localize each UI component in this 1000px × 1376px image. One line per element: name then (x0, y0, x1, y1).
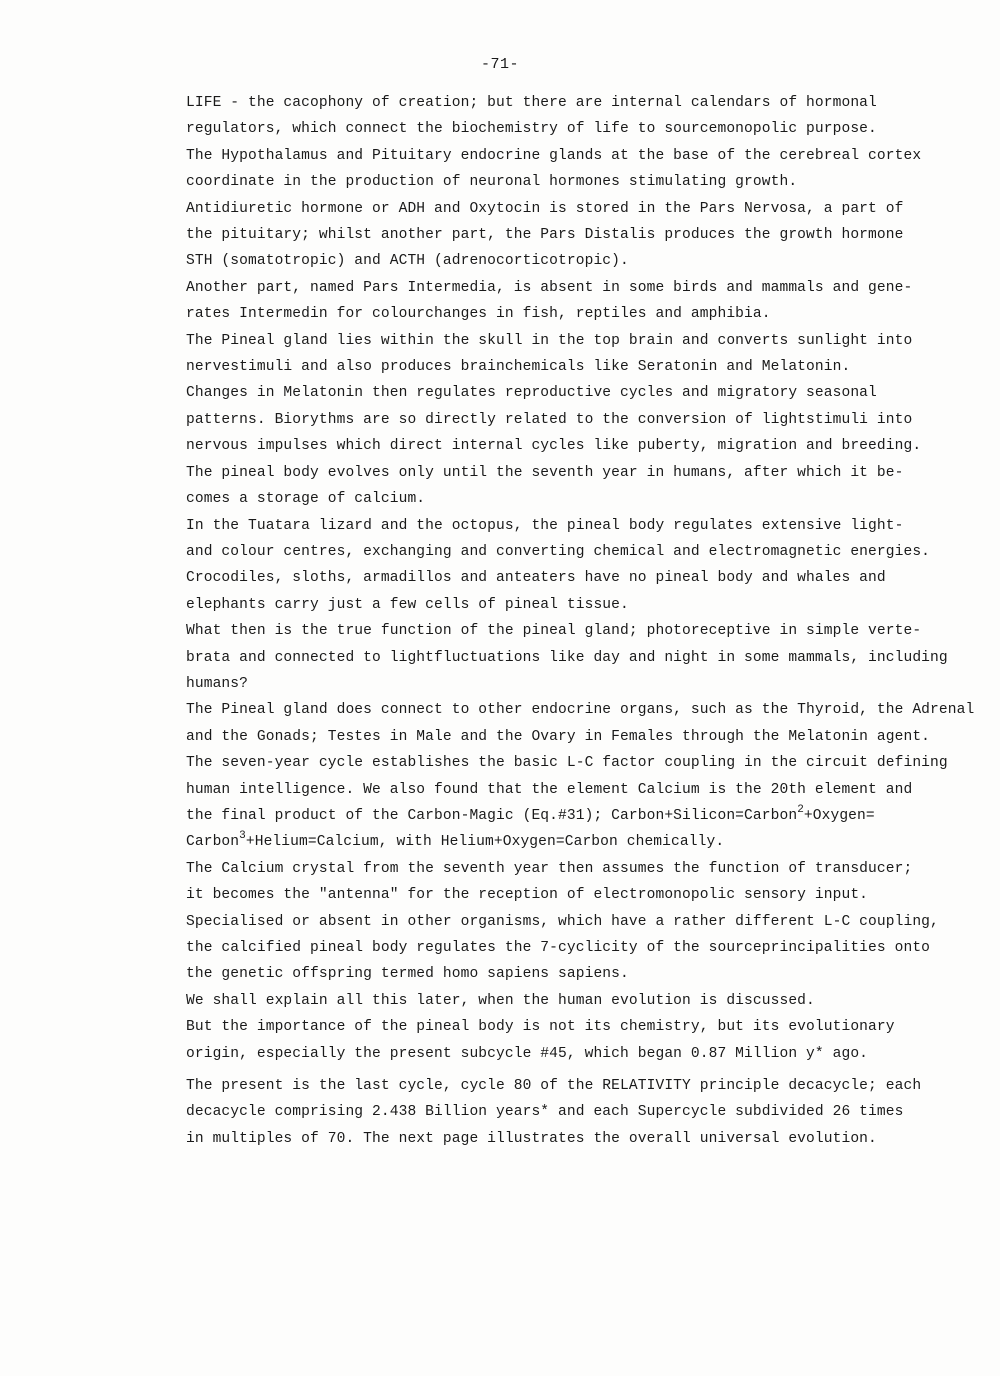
page-number: -71- (480, 56, 519, 73)
text-line: The Pineal gland lies within the skull in the top brain and converts sunlight into (186, 332, 913, 349)
text-line: Antidiuretic hormone or ADH and Oxytocin is stored in the Pars Nervosa, a part of (186, 200, 904, 217)
text-line: humans? (186, 675, 249, 692)
text-line: patterns. Biorythms are so directly related to the conversion of lightstimuli into (186, 411, 913, 428)
body-text (186, 90, 975, 1152)
equation-text: Carbon (186, 834, 240, 851)
text-line: coordinate in the production of neuronal hormones stimulating growth. (186, 174, 798, 191)
text-line: Specialised or absent in other organisms, which have a rather different L-C coupling, (186, 913, 939, 930)
text-line: The Calcium crystal from the seventh year then assumes the function of transducer; (186, 860, 913, 877)
text-line: Another part, named Pars Intermedia, is absent in some birds and mammals and gene- (186, 279, 913, 296)
text-line: STH (somatotropic) and ACTH (adrenocorticotropic). (186, 253, 629, 270)
text-line: it becomes the "antenna" for the reception of electromonopolic sensory input. (186, 887, 869, 904)
text-line: We shall explain all this later, when the human evolution is discussed. (186, 992, 815, 1009)
text-line: Changes in Melatonin then regulates reproductive cycles and migratory seasonal (186, 385, 877, 402)
text-line: regulators, which connect the biochemistry of life to sourcemonopolic purpose. (186, 121, 877, 138)
text-line: But the importance of the pineal body is not its chemistry, but its evolutionary (186, 1019, 895, 1036)
text-line: the calcified pineal body regulates the 7-cyclicity of the sourceprincipalities onto (186, 940, 931, 956)
text-line: nervestimuli and also produces brainchemicals like Seratonin and Melatonin. (186, 359, 851, 376)
text-line: The pineal body evolves only until the seventh year in humans, after which it be- (186, 464, 904, 481)
text-line: the pituitary; whilst another part, the Pars Distalis produces the growth hormone (186, 227, 904, 244)
text-line: rates Intermedin for colourchanges in fish, reptiles and amphibia. (186, 306, 771, 323)
text-line: comes a storage of calcium. (186, 491, 426, 508)
equation-text: +Oxygen= (803, 807, 875, 824)
text-line: Crocodiles, sloths, armadillos and anteaters have no pineal body and whales and (186, 570, 886, 587)
text-line: The present is the last cycle, cycle 80 of the RELATIVITY principle decacycle; each (186, 1078, 922, 1095)
text-line: In the Tuatara lizard and the octopus, the pineal body regulates extensive light- (186, 517, 904, 534)
equation-line (186, 803, 966, 829)
text-line: LIFE - the cacophony of creation; but there are internal calendars of hormonal (186, 95, 877, 111)
text-line: and the Gonads; Testes in Male and the Ovary in Females through the Melatonin agent. (186, 728, 931, 745)
text-line: brata and connected to lightfluctuations like day and night in some mammals, including (186, 649, 948, 666)
text-line: in multiples of 70. The next page illustrates the overall universal evolution. (186, 1130, 877, 1147)
equation-text: +Helium=Calcium, with Helium+Oxygen=Carbon chemically. (245, 834, 725, 851)
text-line: The Pineal gland does connect to other endocrine organs, such as the Thyroid, the Adrenal (186, 702, 975, 719)
text-line: The seven-year cycle establishes the basic L-C factor coupling in the circuit defining (186, 755, 948, 772)
text-line: human intelligence. We also found that the element Calcium is the 20th element and (186, 781, 913, 798)
superscript: 3 (239, 830, 246, 843)
superscript: 2 (797, 803, 804, 816)
text-line: nervous impulses which direct internal cycles like puberty, migration and breeding. (186, 438, 922, 455)
text-line: decacycle comprising 2.438 Billion years* and each Supercycle subdivided 26 times (186, 1104, 904, 1121)
text-line: What then is the true function of the pineal gland; photoreceptive in simple verte- (186, 623, 922, 640)
text-line: origin, especially the present subcycle #45, which began 0.87 Million y* ago. (186, 1045, 869, 1062)
text-line: elephants carry just a few cells of pineal tissue. (186, 596, 629, 613)
text-line: The Hypothalamus and Pituitary endocrine glands at the base of the cerebreal cortex (186, 147, 922, 164)
text-line: the genetic offspring termed homo sapiens sapiens. (186, 966, 629, 983)
equation-text: the final product of the Carbon-Magic (Eq.#31); Carbon+Silicon=Carbon (186, 807, 798, 824)
text-line: and colour centres, exchanging and converting chemical and electromagnetic energies. (186, 543, 931, 560)
equation-line (186, 829, 966, 855)
